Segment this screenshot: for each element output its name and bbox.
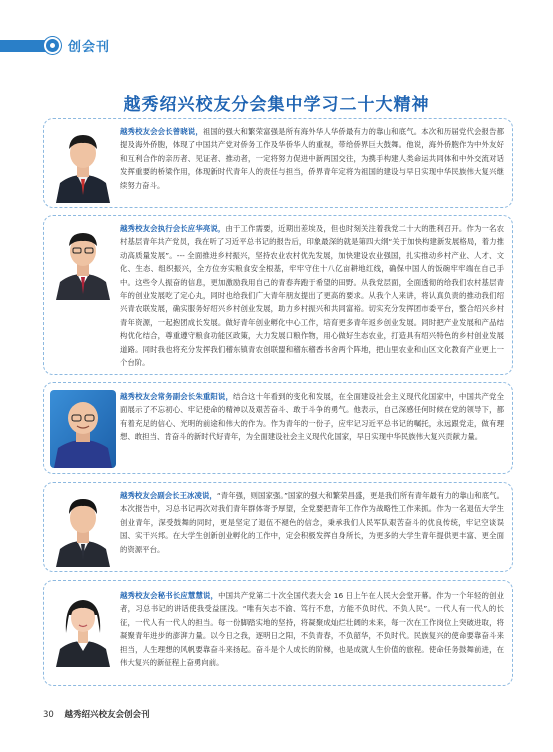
page-title: 越秀绍兴校友分会集中学习二十大精神 bbox=[123, 95, 430, 115]
quote-text bbox=[120, 222, 504, 369]
portrait-photo bbox=[50, 125, 116, 203]
quote-text bbox=[120, 489, 504, 556]
quote-card-5 bbox=[43, 580, 513, 686]
speaker-lead: 越秀校友会会长曾晓说， bbox=[120, 127, 203, 136]
quote-text bbox=[120, 125, 504, 192]
portrait-photo bbox=[50, 222, 116, 300]
header-bar bbox=[0, 40, 50, 52]
page-number: 30 bbox=[43, 710, 54, 720]
publication-name: 越秀绍兴校友会创会刊 bbox=[64, 710, 150, 720]
quote-body: 由于工作需要，近期出差埃及，但也时刻关注着我党二十大的胜利召开。作为一名农村基层青年共产党员，我在听了习近平总书记的报告后，印象最深的就是第四大纲“关于加快构建新发展格局，着力推动高质量发展”。--- 全面推进乡村振兴，坚持农业农村优先发展，加快建设农业强国，扎实推动乡村产业、人才、文化、生态、组织振兴，全方位夯实粮食安全根基，牢牢守住十八亿亩耕地红线，确保中国人的饭碗牢牢端在自己手中。这些令人振奋的信息，更加激励我用自己的青春奔跑于希望的田野。从我党层面，全面透彻的给我们农村基层青年的创业发展吃了定心丸，同时也给我们广大青年朋友提出了更高的要求。从我个人来讲，将认真负责的推动我们绍兴青农联发展，确实服务好绍兴乡村创业发展，助力乡村振兴和共同富裕。切实充分发挥团市委平台，整合绍兴乡村青年资源，一起抱团成长发展。做好青年创业孵化中心工作，培育更多青年返乡创业发展。同时把产业发展和产品结构优化结合，尊重遵守粮食功能区政策，大力发展口粮作物，用心做好生态农业，打造具有绍兴特色的乡村创业发展道路。同时我也将充分发挥我们稽东镇青农创联盟和稽东稽香书舍两个阵地，把山里农业和山区文化教育产业更上一个台阶。 bbox=[120, 224, 504, 368]
speaker-lead: 越秀校友会常务副会长朱重阳说， bbox=[120, 392, 233, 401]
quote-card-3 bbox=[43, 382, 513, 474]
page-footer bbox=[43, 708, 150, 720]
portrait-photo bbox=[50, 390, 116, 468]
quote-text bbox=[120, 390, 504, 444]
quote-body: 结合这十年看到的变化和发展，在全面建设社会主义现代化国家中，中国共产党全面展示了不忘初心、牢记使命的精神以及艰苦奋斗、敢于斗争的勇气。他表示，自己深感任何时候在党的领导下，都有着充足的信心、光明的前途和伟大的作为。作为青年的一份子，应牢记习近平总书记的嘱托，永远跟党走，做有理想、敢担当、肯奋斗的新时代好青年，为全面建设社会主义现代化国家，早日实现中华民族伟大复兴贡献力量。 bbox=[120, 392, 504, 442]
speaker-lead: 越秀校友会副会长王冰凌说， bbox=[120, 491, 217, 500]
person-portrait-icon bbox=[50, 390, 116, 468]
portrait-photo bbox=[50, 589, 116, 667]
quote-body: 中国共产党第二十次全国代表大会 16 日上午在人民大会堂开幕。作为一个年轻的创业者，习总书记的讲话使我受益匪浅。“唯有矢志不渝、笃行不怠，方能不负时代、不负人民”。一代人有一代人的长征，一代人有一代人的担当。每一份脚踏实地的坚持，将凝聚成灿烂壮阔的未来，每一次在工作岗位上突破进取，将凝聚青年进步的澎湃力量。以今日之我，逐明日之阳，不负青春，不负韶华，不负时代。民族复兴的使命要靠奋斗来担当，人生理想的风帆要靠奋斗来扬起。奋斗是个人成长的阶梯，也是成就人生价值的旅程。使命任务鼓舞前进，在伟大复兴的新征程上奋勇向前。 bbox=[120, 591, 504, 668]
quote-text bbox=[120, 589, 504, 669]
quote-card-1 bbox=[43, 118, 513, 208]
speaker-lead: 越秀校友会秘书长应慧慧说， bbox=[120, 591, 219, 600]
section-header bbox=[0, 36, 553, 56]
quote-card-2 bbox=[43, 215, 513, 375]
quote-card-4 bbox=[43, 482, 513, 572]
speaker-lead: 越秀校友会执行会长应华亮说， bbox=[120, 224, 226, 233]
person-portrait-icon bbox=[50, 222, 116, 300]
header-dot-icon bbox=[44, 37, 61, 54]
person-portrait-icon bbox=[50, 489, 116, 567]
portrait-photo bbox=[50, 489, 116, 567]
quote-body: “青年强，则国家强。”国家的强大和繁荣昌盛，更是我们所有青年最有力的靠山和底气。本次报告中，习总书记再次对我们青年群体寄予厚望，全党要把青年工作作为战略性工作来抓。作为一名退伍大学生创业青年，深受鼓舞的同时，更是坚定了退伍不褪色的信念，秉承我们人民军队艰苦奋斗的优良传统，牢记空谈误国、实干兴邦。在大学生创新创业孵化的工作中，定会积极发挥自身所长，为更多的大学生青年提供更丰富、更全面的资源平台。 bbox=[120, 491, 504, 554]
quote-body: 祖国的强大和繁荣富强是所有海外华人华侨最有力的靠山和底气。本次和历届党代会报告都提及海外侨胞，体现了中国共产党对侨务工作及华侨华人的重视，带给侨界巨大鼓舞。他说，海外侨胞作为中外友好和互利合作的亲历者、见证者、推动者，一定将努力促进中新两国交往，为携手构建人类命运共同体和中外交流对话发挥重要的桥梁作用，体现新时代青年人的责任与担当，侨界青年定将为祖国的建设与早日实现中华民族伟大复兴继续努力奋斗。 bbox=[120, 127, 504, 190]
section-label: 创会刊 bbox=[68, 40, 111, 55]
person-portrait-icon bbox=[50, 589, 116, 667]
person-portrait-icon bbox=[50, 125, 116, 203]
